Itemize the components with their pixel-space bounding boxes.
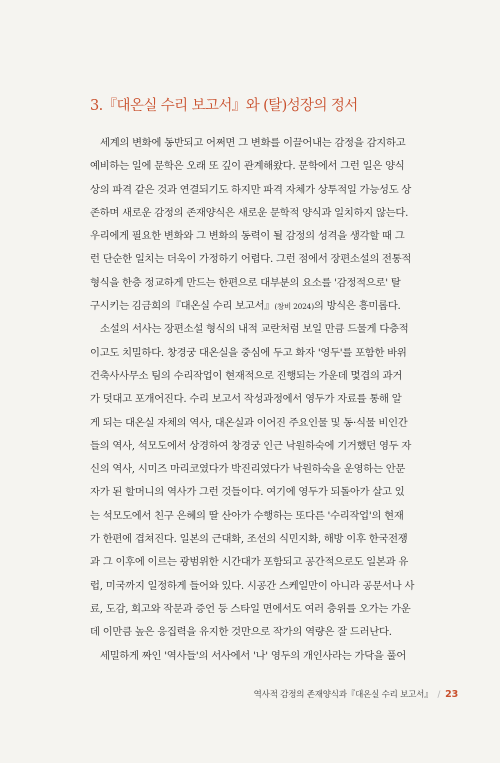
text-line: 자가 된 할머니의 역사가 그런 것들이다. 여기에 영두가 되돌아가 살고 있 [90, 486, 405, 499]
text-line: 는 석모도에서 친구 은혜의 딸 산아가 수행하는 또다른 '수리작업'의 현재 [90, 509, 404, 522]
text-line: 존하며 새로운 감정의 존재양식은 새로운 문학적 양식과 일치하지 않는다. [90, 206, 409, 219]
text-line-end: 의 방식은 흥미롭다. [313, 300, 401, 313]
text-line: 소설의 서사는 장편소설 형식의 내적 교란처럼 보일 만큼 드물게 다층적 [100, 323, 409, 336]
paragraph-2 [90, 318, 440, 644]
text-line [90, 295, 440, 318]
text-line: 데 이만큼 높은 응집력을 유지한 것만으로 작가의 역량은 잘 드러난다. [90, 626, 392, 639]
text-line: 게 되는 대온실 자체의 역사, 대온실과 이어진 주요인물 및 동·식물 비인간 [90, 416, 408, 429]
text-line: 우리에게 필요한 변화와 그 변화의 동력이 될 감정의 성격을 생각할 때 그 [90, 230, 405, 243]
text-line: 세계의 변화에 동반되고 어쩌면 그 변화를 이끌어내는 감정을 감지하고 [100, 137, 406, 149]
text-line: 들의 역사, 석모도에서 상경하여 창경궁 인근 낙원하숙에 기거했던 영두 자 [90, 439, 412, 452]
text-line: 가 덧대고 포개어진다. 수리 보고서 작성과정에서 영두가 자료를 통해 알 [90, 393, 402, 406]
text-line: 세밀하게 짜인 '역사들'의 서사에서 '나' 영두의 개인사라는 가닥을 풀어 [100, 649, 407, 662]
footer-separator: / [437, 690, 441, 700]
text-line: 가 한편에 겹쳐진다. 일본의 근대화, 조선의 식민지화, 해방 이후 한국전쟁 [90, 533, 408, 546]
paragraph-1 [90, 132, 440, 318]
body-text [90, 132, 440, 668]
text-line: 건축사사무소 팀의 수리작업이 현재적으로 진행되는 가운데 몇겹의 과거 [90, 369, 403, 382]
page-footer [254, 688, 458, 700]
paragraph-3 [90, 645, 440, 668]
text-line: 런 단순한 일치는 더욱이 가정하기 어렵다. 그런 점에서 장편소설의 전통적 [90, 253, 412, 266]
text-line: 이고도 치밀하다. 창경궁 대온실을 중심에 두고 화자 '영두'를 포함한 바위 [90, 346, 407, 359]
text-line: 형식을 한층 정교하게 만드는 한편으로 대부분의 요소를 '감정적으로' 탈 [90, 276, 401, 289]
text-line-start: 구시키는 김금희의『대온실 수리 보고서』 [90, 300, 275, 313]
text-line: 신의 역사, 시미즈 마리코였다가 박진리였다가 낙원하숙을 운영하는 안문 [90, 463, 406, 476]
section-heading: 3.『대온실 수리 보고서』와 (탈)성장의 정서 [90, 98, 358, 114]
page-number: 23 [445, 689, 458, 700]
text-line: 예비하는 일에 문학은 오래 또 깊이 관계해왔다. 문학에서 그런 일은 양식 [90, 160, 405, 173]
text-line: 료, 도감, 회고와 작문과 증언 등 스타일 면에서도 여러 층위를 오가는 가운 [90, 602, 411, 615]
text-line: 과 그 이후에 이르는 광범위한 시간대가 포함되고 공간적으로도 일본과 유 [90, 556, 409, 569]
running-title: 역사적 감정의 존재양식과『대온실 수리 보고서』 [253, 690, 433, 700]
text-line: 상의 파격 같은 것과 연결되기도 하지만 파격 자체가 상투적일 가능성도 상 [90, 183, 412, 196]
citation: (창비 2024) [274, 302, 314, 312]
text-line: 럽, 미국까지 일정하게 들어와 있다. 시공간 스케일만이 아니라 공문서나 사 [90, 579, 415, 592]
